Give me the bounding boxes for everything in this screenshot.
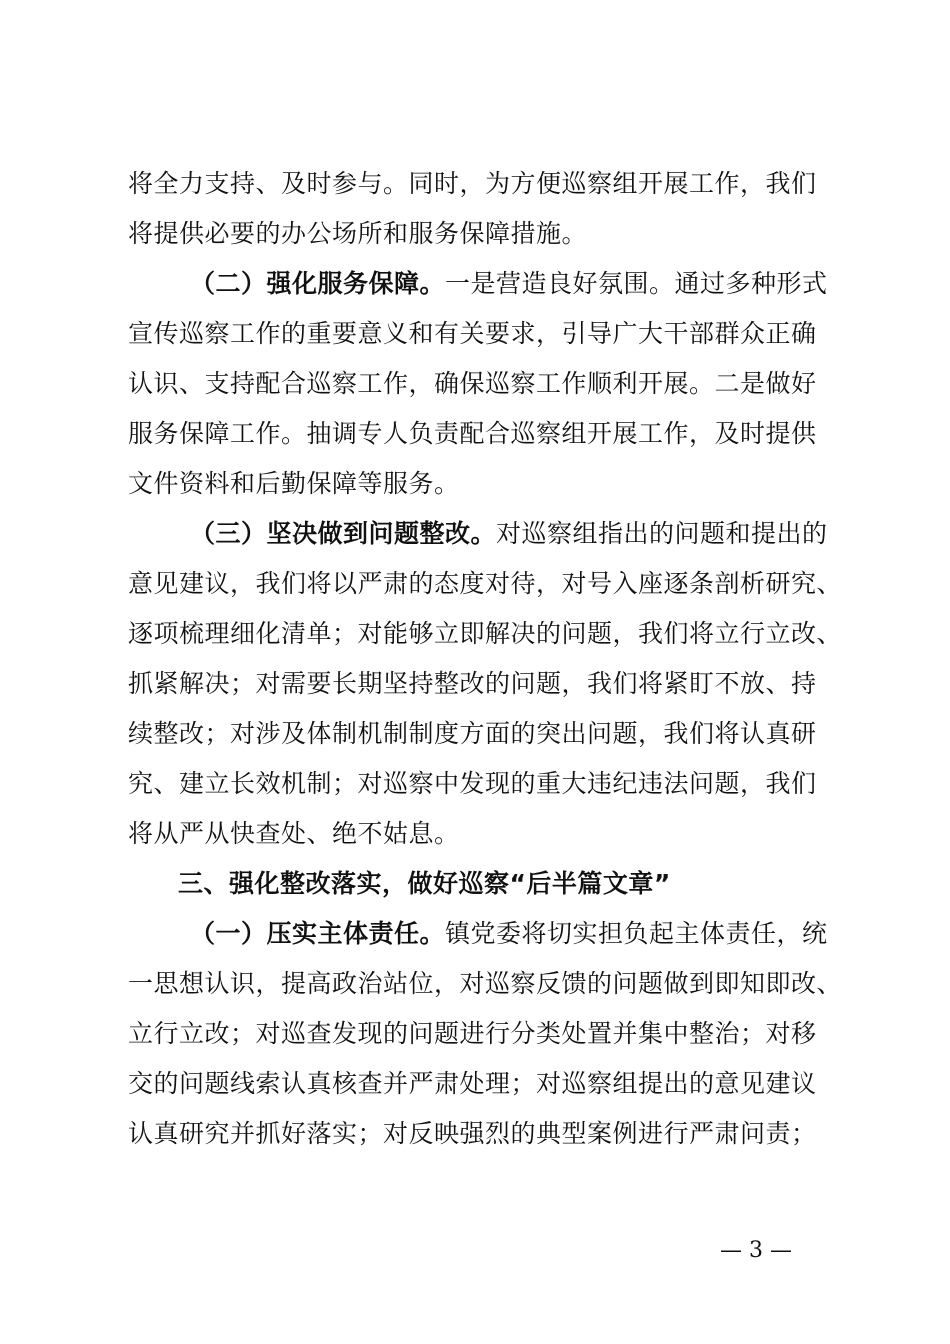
line-bold-heading: （三）坚决做到问题整改。 — [190, 519, 497, 548]
line-text: 文件资料和后勤保障等服务。 — [128, 469, 460, 498]
line-text: 镇党委将切实担负起主体责任，统 — [445, 919, 828, 948]
line-bold-heading: （二）强化服务保障。 — [190, 269, 446, 298]
line-text: 抓紧解决；对需要长期坚持整改的问题，我们将紧盯不放、持 — [128, 669, 817, 698]
text-line — [128, 464, 460, 504]
line-text: 对巡察组指出的问题和提出的 — [496, 519, 828, 548]
line-bold-heading: （一）压实主体责任。 — [190, 919, 446, 948]
line-text: 意见建议，我们将以严肃的态度对待，对号入座逐条剖析研究、 — [128, 569, 843, 598]
text-line — [128, 764, 817, 804]
text-line — [128, 314, 817, 354]
text-line — [190, 264, 828, 304]
text-line — [128, 964, 842, 1004]
text-line — [128, 164, 817, 204]
text-line — [128, 414, 817, 454]
text-line — [128, 1014, 817, 1054]
page-number: — 3 — — [720, 1238, 792, 1263]
line-text: 认识、支持配合巡察工作，确保巡察工作顺利开展。二是做好 — [128, 369, 817, 398]
line-text: 将全力支持、及时参与。同时，为方便巡察组开展工作，我们 — [128, 169, 817, 198]
text-line — [128, 364, 817, 404]
line-text: 一思想认识，提高政治站位，对巡察反馈的问题做到即知即改、 — [128, 969, 843, 998]
text-line — [128, 664, 817, 704]
text-line — [178, 864, 671, 904]
text-line — [128, 564, 842, 604]
line-text: 续整改；对涉及体制机制制度方面的突出问题，我们将认真研 — [128, 719, 817, 748]
line-text: 将从严从快查处、绝不姑息。 — [128, 819, 460, 848]
line-text: 交的问题线索认真核查并严肃处理；对巡察组提出的意见建议 — [128, 1069, 817, 1098]
line-text: 究、建立长效机制；对巡察中发现的重大违纪违法问题，我们 — [128, 769, 817, 798]
line-bold-heading: 三、强化整改落实，做好巡察“后半篇文章” — [178, 869, 671, 898]
line-text: 逐项梳理细化清单；对能够立即解决的问题，我们将立行立改、 — [128, 619, 843, 648]
line-text: 立行立改；对巡查发现的问题进行分类处置并集中整治；对移 — [128, 1019, 817, 1048]
line-text: 认真研究并抓好落实；对反映强烈的典型案例进行严肃问责； — [128, 1119, 817, 1148]
line-text: 一是营造良好氛围。通过多种形式 — [445, 269, 828, 298]
text-line — [128, 1114, 817, 1154]
line-text: 服务保障工作。抽调专人负责配合巡察组开展工作，及时提供 — [128, 419, 817, 448]
text-line — [128, 714, 817, 754]
text-line — [128, 814, 460, 854]
text-line — [128, 1064, 817, 1104]
text-line — [128, 214, 587, 254]
line-text: 宣传巡察工作的重要意义和有关要求，引导广大干部群众正确 — [128, 319, 817, 348]
text-line — [190, 514, 828, 554]
text-line — [190, 914, 828, 954]
text-line — [128, 614, 842, 654]
line-text: 将提供必要的办公场所和服务保障措施。 — [128, 219, 588, 248]
